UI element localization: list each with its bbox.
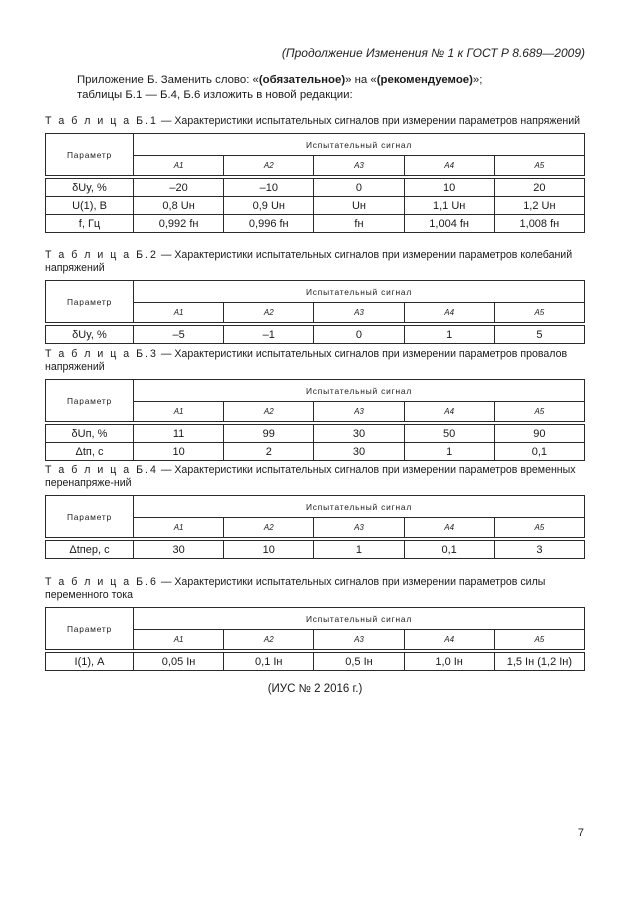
caption-lead: Т а б л и ц а Б.2 bbox=[45, 249, 158, 261]
signal-header: A5 bbox=[494, 303, 584, 323]
row-label: δUy, % bbox=[46, 326, 134, 344]
table-cell: 0 bbox=[314, 179, 404, 197]
signal-header: A3 bbox=[314, 630, 404, 650]
table-cell: fн bbox=[314, 215, 404, 233]
table-row bbox=[46, 541, 585, 559]
signal-header: A2 bbox=[224, 518, 314, 538]
intro-text: »; bbox=[472, 74, 483, 86]
page-header: (Продолжение Изменения № 1 к ГОСТ Р 8.689—2009) bbox=[281, 46, 585, 60]
intro-old-word: (обязательное) bbox=[258, 74, 346, 86]
signal-header: A4 bbox=[404, 630, 494, 650]
caption-text: — Характеристики испытательных сигналов при измерении параметров провалов напряжений bbox=[45, 348, 568, 373]
signal-header: A5 bbox=[494, 402, 584, 422]
signal-header: A1 bbox=[134, 156, 224, 176]
row-label: U(1), В bbox=[46, 197, 134, 215]
table-cell: 2 bbox=[224, 443, 314, 461]
caption-text: — Характеристики испытательных сигналов при измерении параметров силы переменного тока bbox=[45, 576, 546, 601]
intro-new-word: (рекомендуемое) bbox=[376, 74, 473, 86]
table-b1 bbox=[45, 115, 585, 233]
table-b2 bbox=[45, 249, 585, 344]
table-cell: 0,996 fн bbox=[224, 215, 314, 233]
table-cell: 0,5 Iн bbox=[314, 653, 404, 671]
table-row bbox=[46, 179, 585, 197]
table-cell: –20 bbox=[134, 179, 224, 197]
signal-header: A5 bbox=[494, 156, 584, 176]
param-header: Параметр bbox=[46, 496, 134, 538]
signal-header: A3 bbox=[314, 402, 404, 422]
table-caption bbox=[45, 115, 585, 128]
table-cell: 0 bbox=[314, 326, 404, 344]
param-header: Параметр bbox=[46, 281, 134, 323]
table-cell: 1,1 Uн bbox=[404, 197, 494, 215]
caption-lead: Т а б л и ц а Б.1 bbox=[45, 115, 158, 127]
data-table bbox=[45, 379, 585, 461]
table-cell: 1,2 Uн bbox=[494, 197, 584, 215]
signal-header: A4 bbox=[404, 402, 494, 422]
caption-lead: Т а б л и ц а Б.3 bbox=[45, 348, 158, 360]
row-label: f, Гц bbox=[46, 215, 134, 233]
param-header: Параметр bbox=[46, 134, 134, 176]
table-cell: 30 bbox=[314, 443, 404, 461]
table-cell: 1 bbox=[314, 541, 404, 559]
signal-header: A5 bbox=[494, 518, 584, 538]
data-table bbox=[45, 133, 585, 233]
table-cell: –5 bbox=[134, 326, 224, 344]
signal-header: A1 bbox=[134, 630, 224, 650]
row-label: Δtпер, с bbox=[46, 541, 134, 559]
signal-group-header: Испытательный сигнал bbox=[134, 608, 585, 630]
signal-header: A5 bbox=[494, 630, 584, 650]
table-cell: 30 bbox=[134, 541, 224, 559]
intro-line-2: таблицы Б.1 — Б.4, Б.6 изложить в новой редакции: bbox=[77, 89, 353, 101]
caption-lead: Т а б л и ц а Б.4 bbox=[45, 464, 158, 476]
page-number: 7 bbox=[577, 827, 584, 839]
row-label: δUy, % bbox=[46, 179, 134, 197]
signal-header: A4 bbox=[404, 156, 494, 176]
table-cell: 1 bbox=[404, 443, 494, 461]
table-cell: 90 bbox=[494, 425, 584, 443]
table-cell: 0,9 Uн bbox=[224, 197, 314, 215]
signal-header: A1 bbox=[134, 402, 224, 422]
table-cell: 10 bbox=[404, 179, 494, 197]
table-cell: 20 bbox=[494, 179, 584, 197]
signal-header: A2 bbox=[224, 303, 314, 323]
table-caption bbox=[45, 249, 585, 275]
row-label: I(1), А bbox=[46, 653, 134, 671]
signal-group-header: Испытательный сигнал bbox=[134, 134, 585, 156]
table-cell: 5 bbox=[494, 326, 584, 344]
table-cell: 1,004 fн bbox=[404, 215, 494, 233]
table-cell: 50 bbox=[404, 425, 494, 443]
data-table bbox=[45, 280, 585, 344]
signal-header: A2 bbox=[224, 402, 314, 422]
table-cell: –10 bbox=[224, 179, 314, 197]
signal-header: A3 bbox=[314, 156, 404, 176]
param-header: Параметр bbox=[46, 608, 134, 650]
table-cell: 11 bbox=[134, 425, 224, 443]
table-caption bbox=[45, 576, 585, 602]
table-cell: 0,992 fн bbox=[134, 215, 224, 233]
intro-line-1 bbox=[77, 73, 597, 88]
table-caption bbox=[45, 464, 585, 490]
table-b4 bbox=[45, 464, 585, 559]
table-cell: 0,1 bbox=[494, 443, 584, 461]
signal-group-header: Испытательный сигнал bbox=[134, 496, 585, 518]
table-row bbox=[46, 326, 585, 344]
footer-note: (ИУС № 2 2016 г.) bbox=[267, 683, 363, 695]
table-cell: 10 bbox=[134, 443, 224, 461]
table-row bbox=[46, 653, 585, 671]
signal-header: A4 bbox=[404, 518, 494, 538]
table-b6 bbox=[45, 576, 585, 671]
caption-text: — Характеристики испытательных сигналов при измерении параметров напряжений bbox=[157, 115, 581, 127]
intro-text: » на « bbox=[345, 74, 377, 86]
caption-lead: Т а б л и ц а Б.6 bbox=[45, 576, 158, 588]
table-cell: 0,1 Iн bbox=[224, 653, 314, 671]
table-cell: –1 bbox=[224, 326, 314, 344]
table-cell: 1,0 Iн bbox=[404, 653, 494, 671]
caption-text: — Характеристики испытательных сигналов при измерении параметров колебаний напряжений bbox=[45, 249, 573, 274]
table-cell: 1,5 Iн (1,2 Iн) bbox=[494, 653, 584, 671]
table-cell: 0,05 Iн bbox=[134, 653, 224, 671]
caption-text: — Характеристики испытательных сигналов при измерении параметров временных перенапряже-ний bbox=[45, 464, 576, 489]
signal-header: A3 bbox=[314, 518, 404, 538]
signal-header: A1 bbox=[134, 303, 224, 323]
param-header: Параметр bbox=[46, 380, 134, 422]
table-row bbox=[46, 443, 585, 461]
table-cell: 3 bbox=[494, 541, 584, 559]
signal-group-header: Испытательный сигнал bbox=[134, 380, 585, 402]
table-cell: 10 bbox=[224, 541, 314, 559]
signal-header: A1 bbox=[134, 518, 224, 538]
table-row bbox=[46, 425, 585, 443]
table-row bbox=[46, 215, 585, 233]
data-table bbox=[45, 607, 585, 671]
table-cell: 99 bbox=[224, 425, 314, 443]
signal-group-header: Испытательный сигнал bbox=[134, 281, 585, 303]
table-b3 bbox=[45, 348, 585, 461]
row-label: Δtп, с bbox=[46, 443, 134, 461]
data-table bbox=[45, 495, 585, 559]
intro-paragraph bbox=[77, 73, 597, 103]
table-row bbox=[46, 197, 585, 215]
table-cell: 0,1 bbox=[404, 541, 494, 559]
signal-header: A2 bbox=[224, 630, 314, 650]
signal-header: A3 bbox=[314, 303, 404, 323]
intro-text: Приложение Б. Заменить слово: « bbox=[77, 74, 259, 86]
table-cell: 1,008 fн bbox=[494, 215, 584, 233]
signal-header: A4 bbox=[404, 303, 494, 323]
table-cell: Uн bbox=[314, 197, 404, 215]
table-cell: 0,8 Uн bbox=[134, 197, 224, 215]
table-cell: 1 bbox=[404, 326, 494, 344]
row-label: δUп, % bbox=[46, 425, 134, 443]
table-cell: 30 bbox=[314, 425, 404, 443]
signal-header: A2 bbox=[224, 156, 314, 176]
table-caption bbox=[45, 348, 585, 374]
